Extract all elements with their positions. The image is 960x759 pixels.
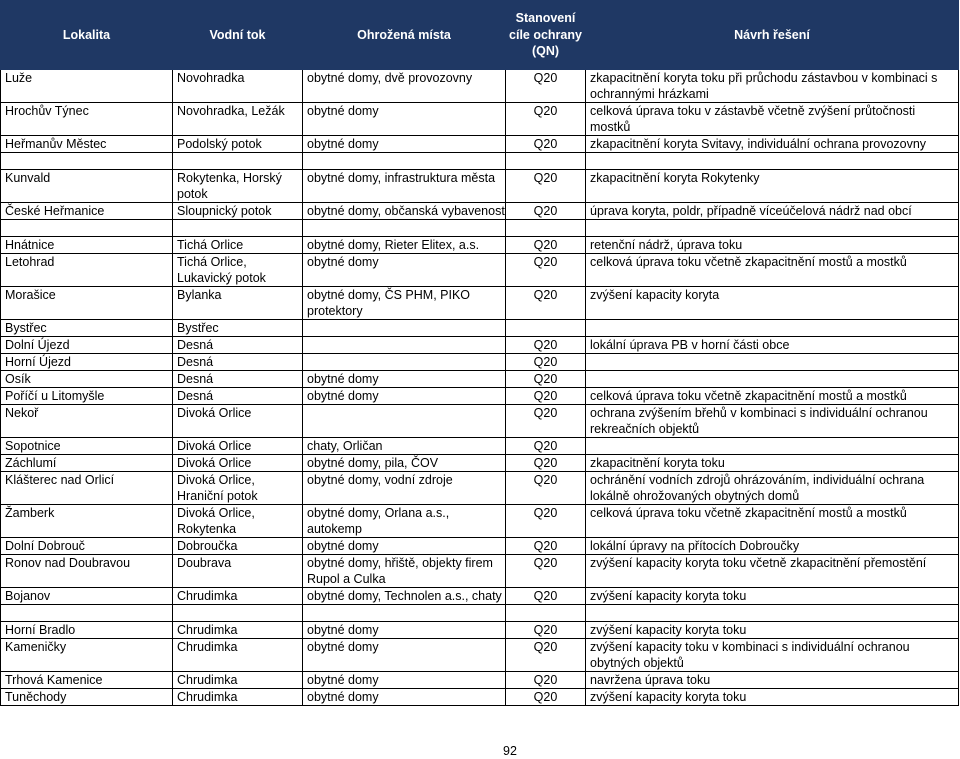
header-vodni-tok: Vodní tok [173,1,303,70]
cell-ohrozena-mista: obytné domy, ČS PHM, PIKO protektory [303,287,506,320]
cell-ohrozena-mista: obytné domy [303,622,506,639]
cell-lokalita: Hnátnice [1,237,173,254]
cell-qn: Q20 [506,337,586,354]
cell-ohrozena-mista: obytné domy [303,103,506,136]
cell-navrh-reseni: zkapacitnění koryta Svitavy, individuální ochrana provozovny [586,136,959,153]
cell-navrh-reseni [586,354,959,371]
cell-lokalita [1,220,173,237]
cell-lokalita: Trhová Kamenice [1,672,173,689]
cell-vodni-tok: Tichá Orlice, Lukavický potok [173,254,303,287]
table-row [1,388,959,405]
cell-qn: Q20 [506,388,586,405]
cell-navrh-reseni: retenční nádrž, úprava toku [586,237,959,254]
header-stanoveni-cile-ochrany: Stanovení cíle ochrany (QN) [506,1,586,70]
cell-lokalita: Sopotnice [1,438,173,455]
cell-qn: Q20 [506,588,586,605]
cell-vodni-tok: Desná [173,337,303,354]
cell-vodni-tok: Chrudimka [173,672,303,689]
cell-vodni-tok: Chrudimka [173,588,303,605]
cell-lokalita: Poříčí u Litomyšle [1,388,173,405]
table-row [1,103,959,136]
cell-lokalita: Horní Bradlo [1,622,173,639]
cell-vodni-tok: Divoká Orlice [173,405,303,438]
cell-vodni-tok: Divoká Orlice [173,455,303,472]
table-row [1,170,959,203]
cell-vodni-tok [173,153,303,170]
cell-vodni-tok: Sloupnický potok [173,203,303,220]
cell-qn: Q20 [506,672,586,689]
cell-vodni-tok: Podolský potok [173,136,303,153]
cell-qn: Q20 [506,405,586,438]
cell-navrh-reseni [586,605,959,622]
table-row [1,203,959,220]
cell-qn: Q20 [506,455,586,472]
table-row [1,588,959,605]
cell-ohrozena-mista: obytné domy, občanská vybavenost [303,203,506,220]
table-row [1,505,959,538]
cell-lokalita: Heřmanův Městec [1,136,173,153]
cell-navrh-reseni: zvýšení kapacity koryta toku [586,689,959,706]
cell-vodni-tok: Divoká Orlice [173,438,303,455]
table-row [1,320,959,337]
table-row [1,672,959,689]
cell-vodni-tok: Chrudimka [173,689,303,706]
cell-navrh-reseni: lokální úpravy na přítocích Dobroučky [586,538,959,555]
cell-navrh-reseni: zvýšení kapacity koryta toku včetně zkapacitnění přemostění [586,555,959,588]
header-ohrozena-mista: Ohrožená místa [303,1,506,70]
cell-vodni-tok: Tichá Orlice [173,237,303,254]
cell-navrh-reseni: ochrana zvýšením břehů v kombinaci s individuální ochranou rekreačních objektů [586,405,959,438]
cell-vodni-tok: Divoká Orlice, Rokytenka [173,505,303,538]
cell-qn [506,320,586,337]
table-row [1,555,959,588]
cell-vodni-tok: Novohradka [173,70,303,103]
cell-qn: Q20 [506,472,586,505]
cell-ohrozena-mista: obytné domy, dvě provozovny [303,70,506,103]
cell-navrh-reseni: ochránění vodních zdrojů ohrázováním, individuální ochrana lokálně ohrožovaných obytných domů [586,472,959,505]
cell-lokalita: Klášterec nad Orlicí [1,472,173,505]
cell-vodni-tok: Novohradka, Ležák [173,103,303,136]
cell-ohrozena-mista [303,405,506,438]
cell-ohrozena-mista [303,605,506,622]
cell-navrh-reseni: celková úprava toku včetně zkapacitnění mostů a mostků [586,388,959,405]
cell-ohrozena-mista: obytné domy [303,371,506,388]
cell-lokalita: Bystřec [1,320,173,337]
cell-navrh-reseni: zvýšení kapacity koryta toku [586,622,959,639]
cell-vodni-tok: Rokytenka, Horský potok [173,170,303,203]
cell-qn: Q20 [506,555,586,588]
header-lokalita: Lokalita [1,1,173,70]
cell-qn: Q20 [506,203,586,220]
cell-qn: Q20 [506,70,586,103]
cell-navrh-reseni [586,220,959,237]
cell-lokalita: Žamberk [1,505,173,538]
table-body [1,70,959,706]
cell-qn [506,220,586,237]
cell-qn: Q20 [506,622,586,639]
cell-vodni-tok: Desná [173,388,303,405]
header-navrh-reseni: Návrh řešení [586,1,959,70]
cell-qn: Q20 [506,287,586,320]
cell-ohrozena-mista: obytné domy, Orlana a.s., autokemp [303,505,506,538]
cell-ohrozena-mista: obytné domy [303,689,506,706]
empty-row [1,153,959,170]
cell-ohrozena-mista: obytné domy [303,538,506,555]
cell-qn: Q20 [506,170,586,203]
cell-ohrozena-mista: chaty, Orličan [303,438,506,455]
cell-navrh-reseni [586,371,959,388]
cell-ohrozena-mista [303,320,506,337]
table-row [1,538,959,555]
cell-lokalita: Osík [1,371,173,388]
cell-navrh-reseni [586,320,959,337]
cell-lokalita: Letohrad [1,254,173,287]
cell-ohrozena-mista: obytné domy, hřiště, objekty firem Rupol a Culka [303,555,506,588]
cell-ohrozena-mista: obytné domy, pila, ČOV [303,455,506,472]
cell-navrh-reseni: zkapacitnění koryta toku při průchodu zástavbou v kombinaci s ochrannými hrázkami [586,70,959,103]
cell-navrh-reseni [586,438,959,455]
cell-lokalita: Kameničky [1,639,173,672]
cell-qn: Q20 [506,136,586,153]
cell-qn: Q20 [506,371,586,388]
cell-qn: Q20 [506,237,586,254]
cell-lokalita: Kunvald [1,170,173,203]
cell-navrh-reseni: zkapacitnění koryta toku [586,455,959,472]
cell-qn [506,605,586,622]
cell-vodni-tok: Doubrava [173,555,303,588]
cell-navrh-reseni: zvýšení kapacity koryta [586,287,959,320]
cell-ohrozena-mista: obytné domy, infrastruktura města [303,170,506,203]
cell-ohrozena-mista: obytné domy [303,254,506,287]
cell-navrh-reseni: navržena úprava toku [586,672,959,689]
cell-navrh-reseni: celková úprava toku včetně zkapacitnění mostů a mostků [586,505,959,538]
cell-qn: Q20 [506,354,586,371]
cell-ohrozena-mista: obytné domy [303,388,506,405]
table-row [1,287,959,320]
cell-lokalita: Horní Újezd [1,354,173,371]
cell-qn: Q20 [506,639,586,672]
cell-lokalita: Dolní Újezd [1,337,173,354]
cell-lokalita: Bojanov [1,588,173,605]
cell-lokalita: Hrochův Týnec [1,103,173,136]
cell-qn: Q20 [506,505,586,538]
cell-lokalita: Morašice [1,287,173,320]
cell-navrh-reseni: zvýšení kapacity toku v kombinaci s individuální ochranou obytných objektů [586,639,959,672]
cell-navrh-reseni: celková úprava toku v zástavbě včetně zvýšení průtočnosti mostků [586,103,959,136]
cell-navrh-reseni: úprava koryta, poldr, případně víceúčelová nádrž nad obcí [586,203,959,220]
page-number: 92 [503,744,517,758]
cell-ohrozena-mista [303,354,506,371]
table-row [1,371,959,388]
cell-ohrozena-mista: obytné domy [303,639,506,672]
cell-vodni-tok [173,605,303,622]
cell-vodni-tok: Chrudimka [173,622,303,639]
table-row [1,337,959,354]
cell-lokalita: Tuněchody [1,689,173,706]
table-row [1,689,959,706]
cell-ohrozena-mista [303,220,506,237]
cell-ohrozena-mista: obytné domy, Technolen a.s., chaty [303,588,506,605]
cell-navrh-reseni: celková úprava toku včetně zkapacitnění mostů a mostků [586,254,959,287]
cell-navrh-reseni: zvýšení kapacity koryta toku [586,588,959,605]
cell-navrh-reseni [586,153,959,170]
table-row [1,405,959,438]
cell-navrh-reseni: zkapacitnění koryta Rokytenky [586,170,959,203]
cell-ohrozena-mista: obytné domy, vodní zdroje [303,472,506,505]
cell-ohrozena-mista: obytné domy, Rieter Elitex, a.s. [303,237,506,254]
empty-row [1,220,959,237]
table-header [1,1,959,70]
cell-lokalita: Ronov nad Doubravou [1,555,173,588]
table-row [1,70,959,103]
cell-qn: Q20 [506,438,586,455]
cell-lokalita [1,605,173,622]
cell-lokalita: Záchlumí [1,455,173,472]
cell-ohrozena-mista [303,337,506,354]
cell-lokalita: České Heřmanice [1,203,173,220]
cell-vodni-tok [173,220,303,237]
cell-ohrozena-mista: obytné domy [303,672,506,689]
empty-row [1,605,959,622]
table-row [1,438,959,455]
table-row [1,622,959,639]
cell-qn: Q20 [506,254,586,287]
header-row [1,1,959,70]
cell-vodni-tok: Bylanka [173,287,303,320]
table-row [1,136,959,153]
cell-lokalita: Luže [1,70,173,103]
table-row [1,254,959,287]
cell-vodni-tok: Chrudimka [173,639,303,672]
table-row [1,639,959,672]
cell-lokalita: Dolní Dobrouč [1,538,173,555]
cell-vodni-tok: Dobroučka [173,538,303,555]
cell-lokalita [1,153,173,170]
cell-lokalita: Nekoř [1,405,173,438]
cell-qn: Q20 [506,538,586,555]
cell-ohrozena-mista [303,153,506,170]
cell-navrh-reseni: lokální úprava PB v horní části obce [586,337,959,354]
cell-qn [506,153,586,170]
table-row [1,237,959,254]
cell-qn: Q20 [506,103,586,136]
cell-vodni-tok: Desná [173,371,303,388]
cell-vodni-tok: Bystřec [173,320,303,337]
table-row [1,354,959,371]
table-row [1,472,959,505]
cell-qn: Q20 [506,689,586,706]
cell-vodni-tok: Desná [173,354,303,371]
table-row [1,455,959,472]
cell-ohrozena-mista: obytné domy [303,136,506,153]
cell-vodni-tok: Divoká Orlice, Hraniční potok [173,472,303,505]
